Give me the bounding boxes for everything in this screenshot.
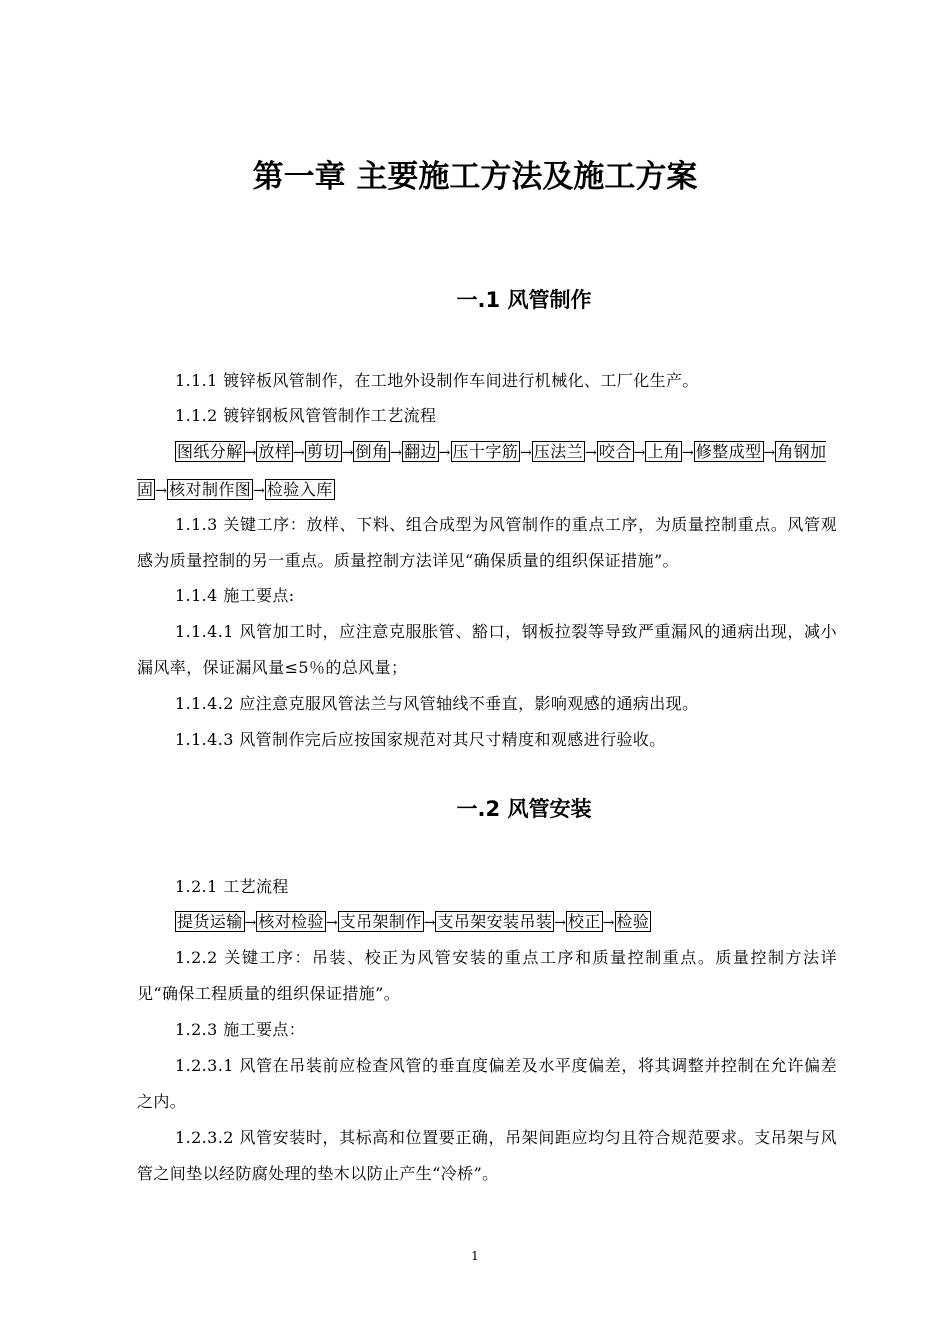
- right-arrow-icon: →: [244, 445, 257, 461]
- right-arrow-icon: →: [682, 445, 694, 461]
- flow-step: 咬合: [598, 442, 632, 461]
- paragraph-1-1-4-3: 1.1.4.3 风管制作完后应按国家规范对其尺寸精度和观感进行验收。: [175, 730, 666, 749]
- paragraph-1-2-1: 1.2.1 工艺流程: [175, 877, 289, 896]
- flow-step: 压十字筋: [452, 442, 519, 461]
- right-arrow-icon: →: [390, 445, 402, 461]
- right-arrow-icon: →: [520, 445, 532, 461]
- flow-step: 翻边: [403, 442, 437, 461]
- section-title-1-2: 一.2 风管安装: [456, 797, 592, 821]
- right-arrow-icon: →: [253, 482, 265, 499]
- right-arrow-icon: →: [763, 445, 776, 461]
- right-arrow-icon: →: [438, 445, 451, 461]
- section-title-1-1: 一.1 风管制作: [456, 288, 592, 312]
- process-flow-fabrication: [137, 434, 837, 509]
- paragraph-1-2-2: 1.2.2 关键工序：吊装、校正为风管安装的重点工序和质量控制重点。质量控制方法详见“确保工程质量的组织保证措施”。: [137, 948, 837, 1003]
- chapter-title: 第一章 主要施工方法及施工方案: [252, 159, 698, 195]
- right-arrow-icon: →: [293, 445, 305, 461]
- flow-step: 图纸分解: [177, 442, 243, 461]
- paragraph-1-2-3-2: 1.2.3.2 风管安装时，其标高和位置要正确，吊架间距应均匀且符合规范要求。支吊架与风管之间垫以经防腐处理的垫木以防止产生“冷桥”。: [137, 1128, 837, 1183]
- paragraph-1-1-4-1: 1.1.4.1 风管加工时，应注意克服胀管、豁口，钢板拉裂等导致严重漏风的通病出现，减小漏风率，保证漏风量≤5％的总风量；: [137, 622, 837, 677]
- flow-step: 提货运输: [177, 912, 243, 931]
- right-arrow-icon: →: [633, 445, 646, 461]
- process-flow-installation: [137, 904, 837, 942]
- flow-step: 支吊架制作: [339, 912, 422, 931]
- flow-step: 压法兰: [533, 442, 584, 461]
- flow-step: 检验: [616, 912, 650, 931]
- right-arrow-icon: →: [155, 482, 168, 499]
- paragraph-1-2-3: 1.2.3 施工要点：: [175, 1020, 306, 1039]
- flow-step: 放样: [258, 442, 292, 461]
- flow-step: 检验入库: [266, 479, 333, 499]
- paragraph-1-2-3-1: 1.2.3.1 风管在吊装前应检查风管的垂直度偏差及水平度偏差，将其调整并控制在允许偏差之内。: [137, 1056, 837, 1111]
- page-number: 1: [471, 1249, 479, 1263]
- flow-step: 核对检验: [258, 912, 324, 931]
- paragraph-1-1-4-2: 1.1.4.2 应注意克服风管法兰与风管轴线不垂直，影响观感的通病出现。: [175, 694, 699, 713]
- flow-step: 剪切: [306, 442, 340, 461]
- right-arrow-icon: →: [244, 915, 257, 931]
- right-arrow-icon: →: [325, 915, 338, 931]
- flow-step: 支吊架安装吊装: [437, 912, 553, 931]
- flow-step: 倒角: [355, 442, 389, 461]
- flow-step: 核对制作图: [169, 479, 252, 499]
- right-arrow-icon: →: [585, 445, 597, 461]
- paragraph-1-1-4: 1.1.4 施工要点:: [175, 586, 295, 605]
- right-arrow-icon: →: [602, 915, 615, 931]
- paragraph-1-1-2: 1.1.2 镀锌钢板风管管制作工艺流程: [175, 406, 437, 425]
- right-arrow-icon: →: [423, 915, 436, 931]
- paragraph-1-1-3: 1.1.3 关键工序：放样、下料、组合成型为风管制作的重点工序，为质量控制重点。风管观感为质量控制的另一重点。质量控制方法详见“确保质量的组织保证措施”。: [137, 515, 837, 570]
- flow-step: 角钢加固: [137, 442, 827, 499]
- right-arrow-icon: →: [341, 445, 354, 461]
- flow-step: 上角: [647, 442, 681, 461]
- flow-step: 修整成型: [695, 442, 762, 461]
- paragraph-1-1-1: 1.1.1 镀锌板风管制作，在工地外设制作车间进行机械化、工厂化生产。: [175, 371, 699, 390]
- flow-step: 校正: [567, 912, 601, 931]
- right-arrow-icon: →: [554, 915, 566, 931]
